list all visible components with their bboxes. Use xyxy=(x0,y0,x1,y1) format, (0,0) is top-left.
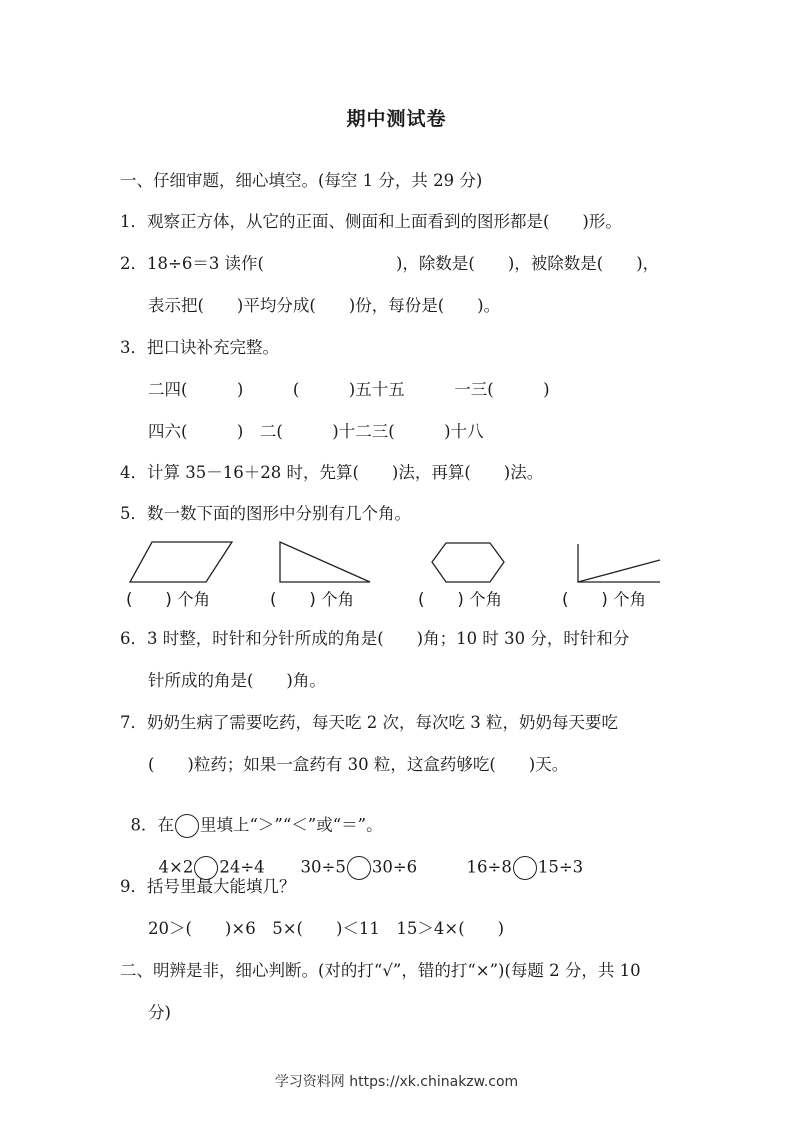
question-3-row2: 四六( ) 二( )十二三( )十八 xyxy=(148,422,484,441)
shape-caption-4: ( ) 个角 xyxy=(562,590,647,609)
question-6-line2: 针所成的角是( )角。 xyxy=(148,671,326,690)
page-title: 期中测试卷 xyxy=(346,108,447,130)
comparison-right: 24÷4 xyxy=(219,857,265,877)
shape-caption-1: ( ) 个角 xyxy=(126,590,211,609)
section1-header: 一、仔细审题，细心填空。(每空 1 分，共 29 分) xyxy=(120,171,483,190)
section2-header-line2: 分) xyxy=(148,1003,171,1022)
question-7-line2: ( )粒药；如果一盒药有 30 粒，这盒药够吃( )天。 xyxy=(148,755,569,774)
question-8-prefix: 8．在 xyxy=(130,815,174,835)
hexagon-shape xyxy=(432,543,504,582)
angle-shapes-figure xyxy=(120,540,680,590)
comparison-item-1 xyxy=(148,834,265,880)
question-7-line1: 7．奶奶生病了需要吃药，每天吃 2 次，每次吃 3 粒，奶奶每天要吃 xyxy=(120,713,618,732)
comparison-right: 30÷6 xyxy=(371,857,418,877)
question-3-row1: 二四( ) ( )五十五 一三( ) xyxy=(148,380,550,399)
comparison-left: 4×2 xyxy=(158,857,194,877)
parallelogram-shape xyxy=(130,542,232,582)
question-2-line2: 表示把( )平均分成( )份，每份是( )。 xyxy=(148,296,501,315)
question-8-suffix: 里填上“＞”“＜”或“＝”。 xyxy=(200,815,383,835)
right-triangle-shape xyxy=(280,542,370,582)
comparison-left: 30÷5 xyxy=(300,857,346,877)
question-8 xyxy=(120,792,383,838)
shape-caption-2: ( ) 个角 xyxy=(270,590,355,609)
question-5: 5．数一数下面的图形中分别有几个角。 xyxy=(120,504,411,523)
comparison-blank-circle xyxy=(513,856,537,880)
question-3: 3．把口诀补充完整。 xyxy=(120,338,279,357)
question-1: 1．观察正方体，从它的正面、侧面和上面看到的图形都是( )形。 xyxy=(120,212,622,231)
question-9: 9．括号里最大能填几？ xyxy=(120,877,296,896)
angle-ray xyxy=(578,560,660,582)
comparison-item-2 xyxy=(290,834,417,880)
comparison-right: 15÷3 xyxy=(537,857,584,877)
question-4: 4．计算 35－16＋28 时，先算( )法，再算( )法。 xyxy=(120,463,544,482)
question-2-line1: 2．18÷6＝3 读作( )，除数是( )，被除数是( )， xyxy=(120,254,660,273)
footer-source: 学习资料网 https://xk.chinakzw.com xyxy=(274,1074,519,1090)
shape-caption-3: ( ) 个角 xyxy=(418,590,503,609)
question-9-row: 20＞( )×6 5×( )＜11 15＞4×( ) xyxy=(148,919,505,938)
comparison-left: 16÷8 xyxy=(466,857,512,877)
section2-header-line1: 二、明辨是非，细心判断。(对的打“√”，错的打“×”)(每题 2 分，共 10 xyxy=(120,961,641,980)
comparison-blank-circle xyxy=(347,856,371,880)
question-6-line1: 6．3 时整，时针和分针所成的角是( )角；10 时 30 分，时针和分 xyxy=(120,629,630,648)
comparison-item-3 xyxy=(456,834,583,880)
